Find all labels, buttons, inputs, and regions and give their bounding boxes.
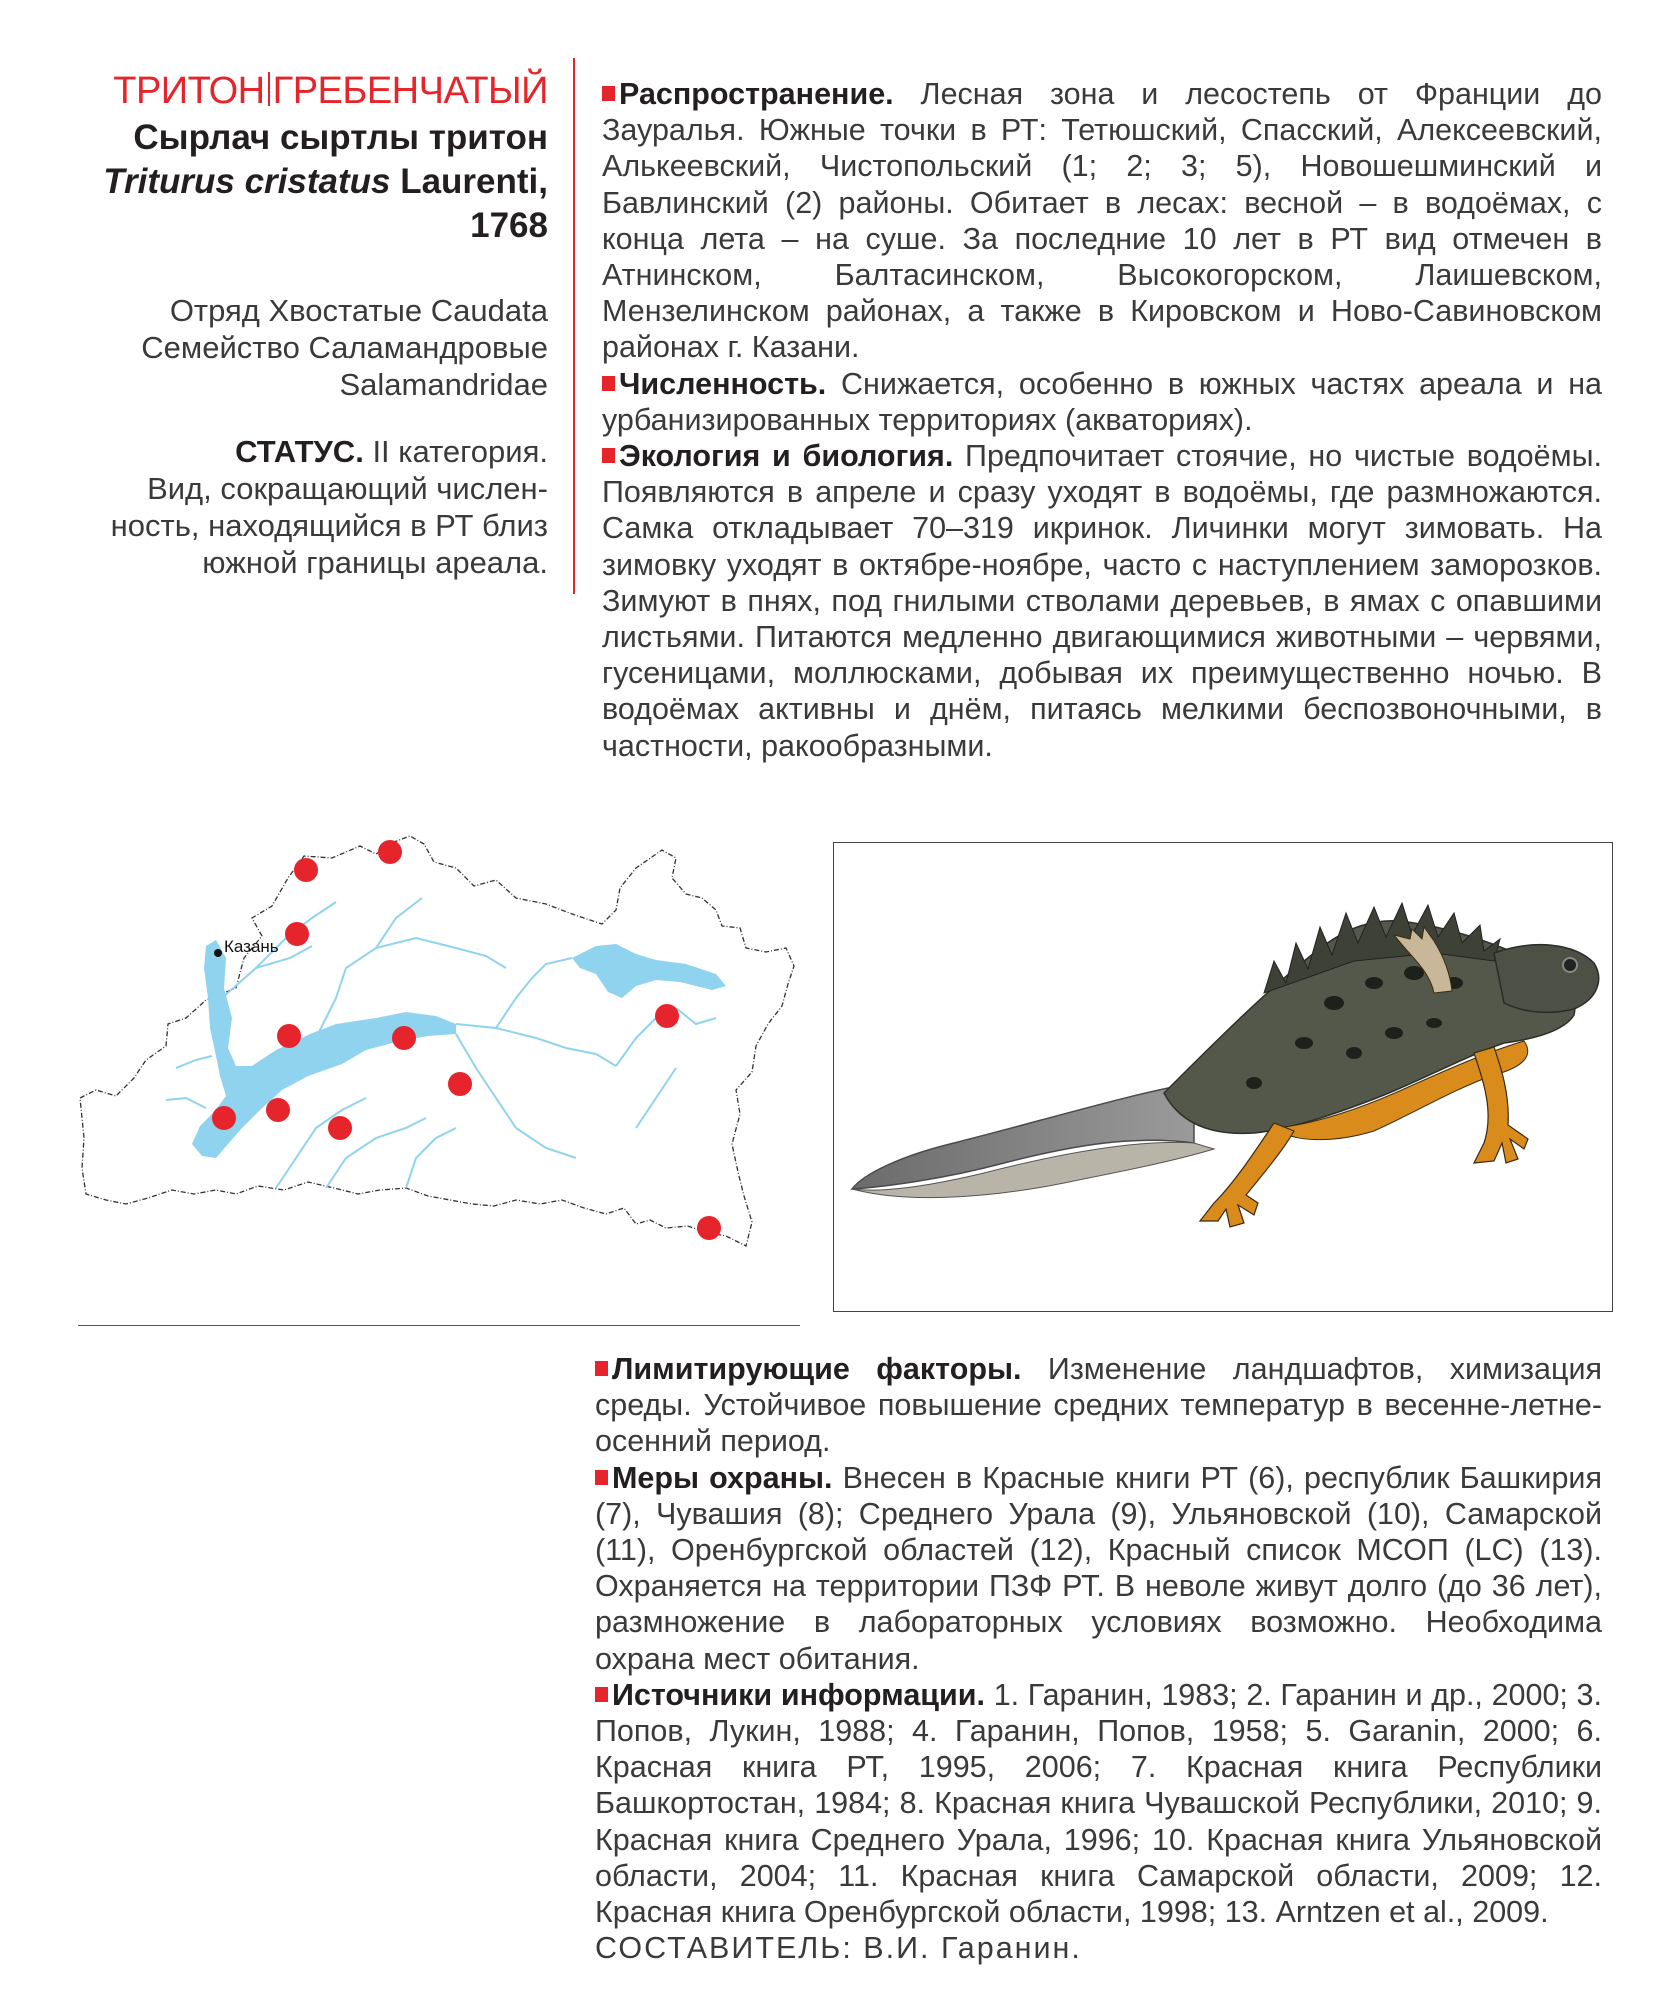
section-body: Предпочитает стоячие, но чистые водоёмы. Появляются в апреле и сразу уходят в водоёмы, где размножаются. Самка откладывает 70–319 икринок. Личинки могут зимовать. На зимовку уходят в октябре-ноябре, часто с наступлением заморозков. Зимуют в пнях, под гнилыми стволами деревьев, в ямах с опавшими листьями. Питаются медленно двигающимися животными – червями, гусеницами, моллюсками, добывая их преимущественно ночью. В водоёмах активны и днём, питаясь мелкими беспозвоночными, в частности, ракообразными. (602, 439, 1602, 763)
section-distribution (602, 76, 1602, 366)
reservoir-nizhnekamsk (572, 944, 726, 998)
section-limiting-factors (595, 1351, 1602, 1460)
region-border (80, 836, 794, 1246)
section-body: Внесен в Красные книги РТ (6), республик Башкирия (7), Чувашия (8); Среднего Урала (9), Ульяновской (10), Самарской (11), Оренбургской областей (12), Красный список МСОП (LC) (13). Охраняется на территории ПЗФ РТ. В неволе живут долго (до 36 лет), размножение в лабораторных условиях возможно. Необходима охрана мест обитания. (595, 1460, 1602, 1676)
map-point (392, 1026, 416, 1050)
city-label-kazan: Казань (224, 937, 279, 956)
bullet-icon (602, 86, 615, 101)
bullet-icon (595, 1361, 608, 1376)
map-point (277, 1024, 301, 1048)
map-point (266, 1098, 290, 1122)
city-marker-kazan (214, 949, 222, 957)
bullet-icon (595, 1687, 608, 1702)
map-point (655, 1004, 679, 1028)
map-point (212, 1106, 236, 1130)
newt-rear-leg (1200, 1123, 1294, 1227)
section-protection (595, 1460, 1602, 1677)
name-ru-part2: ГРЕБЕНЧАТЫЙ (272, 70, 548, 112)
taxonomy (60, 292, 548, 403)
section-heading: Меры охраны. (612, 1460, 833, 1495)
distribution-map (76, 828, 804, 1308)
newt-illustration (834, 843, 1611, 1310)
taxon-order: Отряд Хвостатые Caudata (169, 293, 548, 328)
taxon-family-latin: Salamandridae (339, 367, 548, 402)
section-body: Изменение ландшафтов, химизация среды. Устойчивое повышение средних температур в весенне-летне-осенний период. (595, 1352, 1602, 1459)
species-name-tatar: Сырлач сыртлы тритон (133, 118, 548, 157)
bullet-icon (595, 1470, 608, 1485)
bullet-icon (602, 376, 615, 391)
species-header (60, 68, 548, 581)
newt-head (1494, 945, 1599, 1013)
section-body: Лесная зона и лесостепь от Франции до Зауралья. Южные точки в РТ: Тетюшский, Спасский, Алексеевский, Алькеевский, Чистопольский (1; 2; 3; 5), Новошешминский и Бавлинский (2) районы. Обитает в лесах: весной – в водоёмах, с конца лета – на суше. За последние 10 лет в РТ вид отмечен в Атнинском, Балтасинском, Высокогорском, Лаишевском, Мензелинском районах, а также в Кировском и Ново-Савиновском районах г. Казани. (602, 77, 1602, 365)
latin-binomial: Triturus cristatus (103, 162, 391, 201)
section-sources (595, 1677, 1602, 1930)
compiler-line (595, 1930, 1602, 1966)
observation-points (212, 840, 721, 1240)
species-illustration (833, 842, 1613, 1312)
section-heading: Лимитирующие факторы. (612, 1352, 1022, 1386)
compiler-name: В.И. Гаранин. (863, 1931, 1082, 1966)
status-line-4: южной границы ареала. (202, 545, 548, 580)
map-point (448, 1072, 472, 1096)
section-ecology (602, 438, 1602, 764)
name-ru-part1: ТРИТОН (113, 70, 265, 112)
section-body: Снижается, особенно в южных частях ареала и на урбанизированных территориях (акваториях). (602, 366, 1602, 437)
status-block (60, 433, 548, 581)
status-line-3: ность, находящийся в РТ близ (110, 508, 548, 543)
map-svg (76, 828, 804, 1308)
taxon-family: Семейство Саламандровые (141, 330, 548, 365)
column-divider (573, 58, 575, 594)
map-point (294, 858, 318, 882)
status-label: СТАТУС. (235, 434, 364, 469)
species-name-latin (60, 160, 548, 204)
species-author: Laurenti, (400, 162, 548, 201)
section-heading: Численность. (619, 366, 827, 401)
text-block-bottom (595, 1351, 1602, 1966)
map-point (328, 1116, 352, 1140)
map-underline (78, 1325, 800, 1326)
compiler-label: СОСТАВИТЕЛЬ: (595, 1931, 853, 1966)
map-point (697, 1216, 721, 1240)
text-block-top (602, 76, 1602, 764)
map-point (285, 922, 309, 946)
section-body: 1. Гаранин, 1983; 2. Гаранин и др., 2000; 3. Попов, Лукин, 1988; 4. Гаранин, Попов, 1958; 5. Garanin, 2000; 6. Красная книга РТ, 1995, 2006; 7. Красная книга Республики Башкортостан, 1984; 8. Красная книга Чувашской Республики, 2010; 9. Красная книга Среднего Урала, 1996; 10. Красная книга Ульяновской области, 2004; 11. Красная книга Самарской области, 2009; 12. Красная книга Оренбургской области, 1998; 13. Arntzen et al., 2009. (595, 1677, 1602, 1930)
section-heading: Распространение. (619, 77, 894, 111)
status-category: II категория. (372, 434, 548, 469)
section-heading: Экология и биология. (619, 439, 954, 474)
section-heading: Источники информации. (612, 1677, 986, 1712)
title-separator (268, 72, 270, 106)
newt-eye (1563, 958, 1577, 972)
map-point (378, 840, 402, 864)
bullet-icon (602, 448, 615, 463)
species-name-ru (60, 68, 548, 114)
species-year: 1768 (470, 206, 548, 245)
section-abundance (602, 366, 1602, 438)
status-line-2: Вид, сокращающий числен- (147, 471, 548, 506)
